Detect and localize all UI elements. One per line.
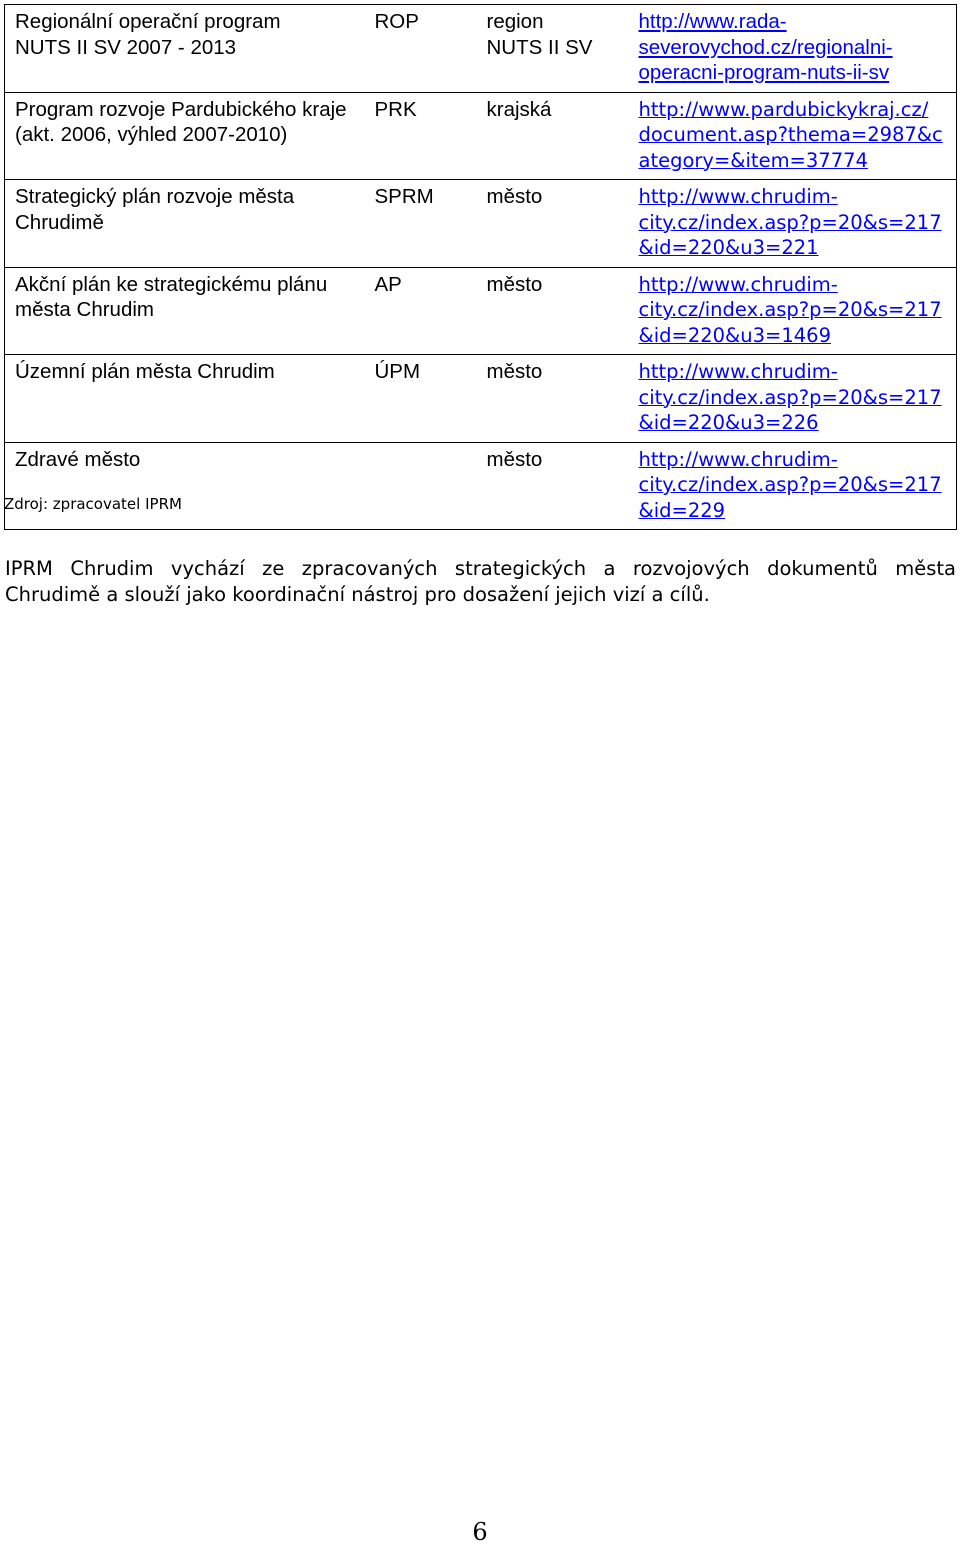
document-level: region NUTS II SV <box>477 5 629 93</box>
document-name: Akční plán ke strategickému plánu města Chrudim <box>5 267 365 355</box>
document-level: krajská <box>477 92 629 180</box>
table-row <box>5 5 957 93</box>
page-number: 6 <box>472 1518 488 1546</box>
document-url-cell <box>629 267 957 355</box>
document-name: Regionální operační program NUTS II SV 2007 - 2013 <box>5 5 365 93</box>
document-link[interactable]: http://www.chrudim- city.cz/index.asp?p=20&s=217 &id=220&u3=1469 <box>638 272 942 347</box>
document-link[interactable]: http://www.chrudim- city.cz/index.asp?p=20&s=217 &id=220&u3=226 <box>638 360 942 434</box>
table-row <box>5 267 957 355</box>
document-url-cell <box>629 92 957 180</box>
source-note: Zdroj: zpracovatel IPRM <box>4 495 182 513</box>
document-url-cell <box>629 5 957 93</box>
document-abbreviation: PRK <box>365 92 477 180</box>
document-link[interactable]: http://www.chrudim- city.cz/index.asp?p=20&s=217 &id=220&u3=221 <box>638 185 942 259</box>
document-abbreviation: ROP <box>365 5 477 93</box>
document-link[interactable]: http://www.rada- severovychod.cz/regionalni- operacni-program-nuts-ii-sv <box>638 10 893 84</box>
document-abbreviation <box>365 442 477 530</box>
table-row <box>5 180 957 268</box>
document-url-cell <box>629 442 957 530</box>
document-name: Program rozvoje Pardubického kraje (akt. 2006, výhled 2007-2010) <box>5 92 365 180</box>
table-row <box>5 92 957 180</box>
document-url-cell <box>629 180 957 268</box>
document-name: Zdravé město <box>5 442 365 530</box>
table-row <box>5 355 957 443</box>
documents-table <box>4 4 957 530</box>
document-level: město <box>477 442 629 530</box>
document-name: Strategický plán rozvoje města Chrudimě <box>5 180 365 268</box>
document-level: město <box>477 267 629 355</box>
document-name: Územní plán města Chrudim <box>5 355 365 443</box>
table-row <box>5 442 957 530</box>
document-abbreviation: ÚPM <box>365 355 477 443</box>
document-url-cell <box>629 355 957 443</box>
document-abbreviation: SPRM <box>365 180 477 268</box>
document-abbreviation: AP <box>365 267 477 355</box>
document-link[interactable]: http://www.pardubickykraj.cz/ document.asp?thema=2987&c ategory=&item=37774 <box>638 97 943 172</box>
document-level: město <box>477 355 629 443</box>
document-link[interactable]: http://www.chrudim- city.cz/index.asp?p=20&s=217 &id=229 <box>638 447 942 522</box>
body-paragraph: IPRM Chrudim vychází ze zpracovaných strategických a rozvojových dokumentů města Chrudimě a slouží jako koordinační nástroj pro dosažení jejich vizí a cílů. <box>5 557 956 606</box>
document-level: město <box>477 180 629 268</box>
